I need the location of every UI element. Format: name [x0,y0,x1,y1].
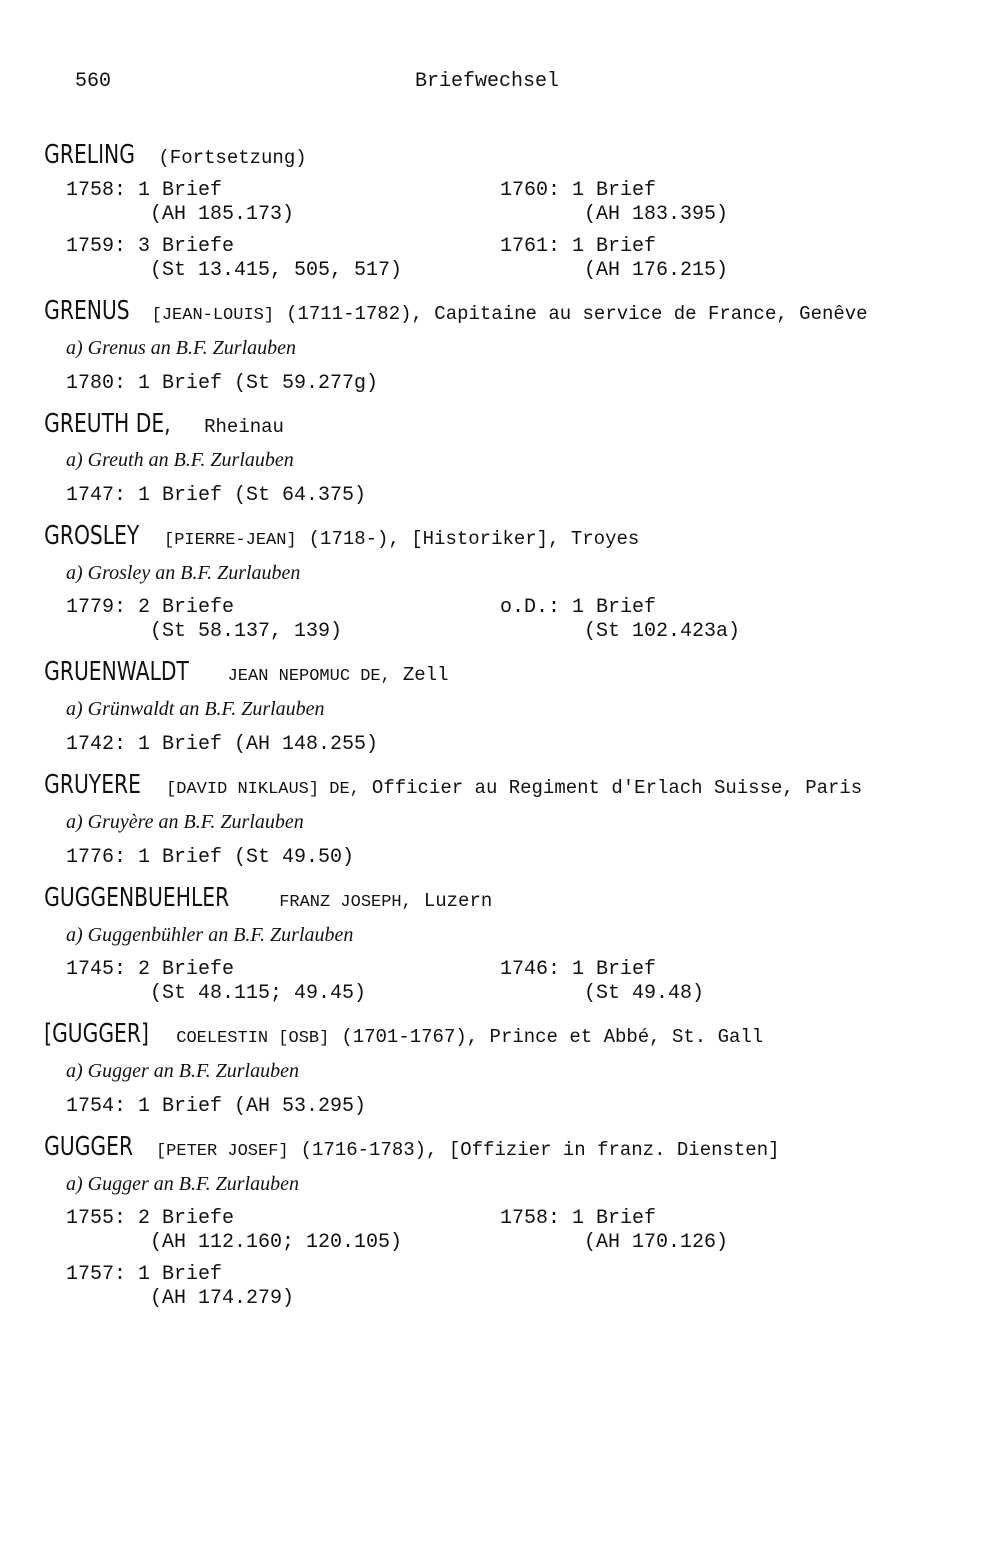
entry-name: [GUGGER] [44,1019,149,1049]
record-count: 3 Briefe [138,235,235,258]
record-grid [66,179,966,283]
entry-name: GRUENWALDT [44,657,189,687]
page-header [0,70,1000,100]
entry-given-name: [DAVID NIKLAUS] DE, [166,780,360,799]
entry-gruenwaldt [44,657,966,757]
record-line: 1742: 1 Brief (AH 148.255) [66,733,379,756]
entry-description: Rheinau [204,416,284,438]
record-line: 1780: 1 Brief (St 59.277g) [66,372,379,395]
record [66,1263,500,1311]
correspondence-direction: a) Grünwaldt an B.F. Zurlauben [66,698,325,720]
record-grid [66,1207,966,1311]
entry-greuth [44,409,966,508]
entry-description: (1718-), [Historiker], Troyes [308,528,640,550]
record-count: 1 Brief [572,596,657,619]
entry-heading [44,883,966,915]
record-ref: (AH 170.126) [584,1231,729,1254]
entry-given-name: [PIERRE-JEAN] [164,531,297,550]
record-year: o.D.: [500,596,561,619]
entry-guggenbuehler [44,883,966,1006]
entry-given-name: JEAN NEPOMUC DE, [227,667,391,686]
entry-description: Zell [402,664,449,686]
record-count: 1 Brief [572,179,657,202]
record-year: 1758: [66,179,127,202]
entry-description: (1716-1783), [Offizier in franz. Diensten] [300,1139,780,1161]
record-year: 1755: [66,1207,127,1230]
entry-grenus [44,296,966,396]
page-number: 560 [75,70,112,93]
entry-heading [44,409,966,440]
entry-description: (Fortsetzung) [158,147,307,169]
entry-heading [44,657,966,689]
correspondence-direction: a) Gugger an B.F. Zurlauben [66,1173,299,1195]
record-ref: (AH 176.215) [584,259,729,282]
entry-name: GUGGENBUEHLER [44,883,230,913]
correspondence-direction: a) Guggenbühler an B.F. Zurlauben [66,924,354,946]
record-ref: (AH 183.395) [584,203,729,226]
record-count: 2 Briefe [138,958,235,981]
correspondence-direction: a) Gruyère an B.F. Zurlauben [66,811,304,833]
entry-heading [44,770,966,802]
entry-name: GRENUS [44,296,130,326]
entry-name: GRUYERE [44,770,141,800]
entry-given-name: COELESTIN [OSB] [176,1029,330,1048]
entry-gugger-peter-josef [44,1132,966,1311]
entry-given-name: [PETER JOSEF] [155,1142,289,1161]
entry-heading [44,521,966,553]
record-count: 1 Brief [138,1263,223,1286]
entry-name: GUGGER [44,1132,134,1162]
record [66,596,500,644]
record-ref: (St 58.137, 139) [150,620,343,643]
record-year: 1761: [500,235,561,258]
running-title: Briefwechsel [415,70,560,93]
record-line: 1776: 1 Brief (St 49.50) [66,846,355,869]
entry-description: (1701-1767), Prince et Abbé, St. Gall [341,1026,764,1048]
record-count: 1 Brief [138,179,223,202]
entry-description: Officier au Regiment d'Erlach Suisse, Paris [371,777,863,799]
record-year: 1758: [500,1207,561,1230]
entry-heading [44,1019,966,1051]
record [66,1207,500,1255]
record-count: 2 Briefe [138,596,235,619]
record-ref: (AH 174.279) [150,1287,295,1310]
record [66,235,500,283]
record-ref: (AH 185.173) [150,203,295,226]
entry-greling [44,140,966,283]
record-count: 1 Brief [572,958,657,981]
record-ref: (St 13.415, 505, 517) [150,259,403,282]
record [500,1207,930,1255]
entry-gruyere [44,770,966,870]
entry-name: GROSLEY [44,521,140,551]
entry-heading [44,140,966,171]
record [500,596,930,644]
entry-given-name: FRANZ JOSEPH, [279,893,412,912]
entry-gugger-coelestin [44,1019,966,1119]
record [500,958,930,1006]
record-grid [66,958,966,1006]
correspondence-direction: a) Grenus an B.F. Zurlauben [66,337,296,359]
record-grid [66,596,966,644]
record-count: 1 Brief [572,1207,657,1230]
record-year: 1779: [66,596,127,619]
entry-given-name: [JEAN-LOUIS] [151,306,275,325]
entry-heading [44,1132,966,1164]
register-content [44,140,966,1327]
entry-name: GREUTH DE, [44,409,171,439]
record [66,179,500,227]
record [500,179,930,227]
record [500,235,930,283]
entry-description: Luzern [423,890,493,912]
correspondence-direction: a) Greuth an B.F. Zurlauben [66,449,294,471]
record-year: 1759: [66,235,127,258]
record-year: 1757: [66,1263,127,1286]
record-year: 1746: [500,958,561,981]
record-ref: (AH 112.160; 120.105) [150,1231,403,1254]
record [66,958,500,1006]
correspondence-direction: a) Gugger an B.F. Zurlauben [66,1060,299,1082]
record-count: 2 Briefe [138,1207,235,1230]
entry-grosley [44,521,966,644]
entry-description: (1711-1782), Capitaine au service de France, Genêve [286,303,868,325]
record-ref: (St 49.48) [584,982,705,1005]
record-line: 1754: 1 Brief (AH 53.295) [66,1095,367,1118]
entry-name: GRELING [44,140,135,170]
record-ref: (St 48.115; 49.45) [150,982,367,1005]
correspondence-direction: a) Grosley an B.F. Zurlauben [66,562,301,584]
entry-heading [44,296,966,328]
record-ref: (St 102.423a) [584,620,741,643]
record-year: 1745: [66,958,127,981]
record-line: 1747: 1 Brief (St 64.375) [66,484,367,507]
record-count: 1 Brief [572,235,657,258]
record-year: 1760: [500,179,561,202]
